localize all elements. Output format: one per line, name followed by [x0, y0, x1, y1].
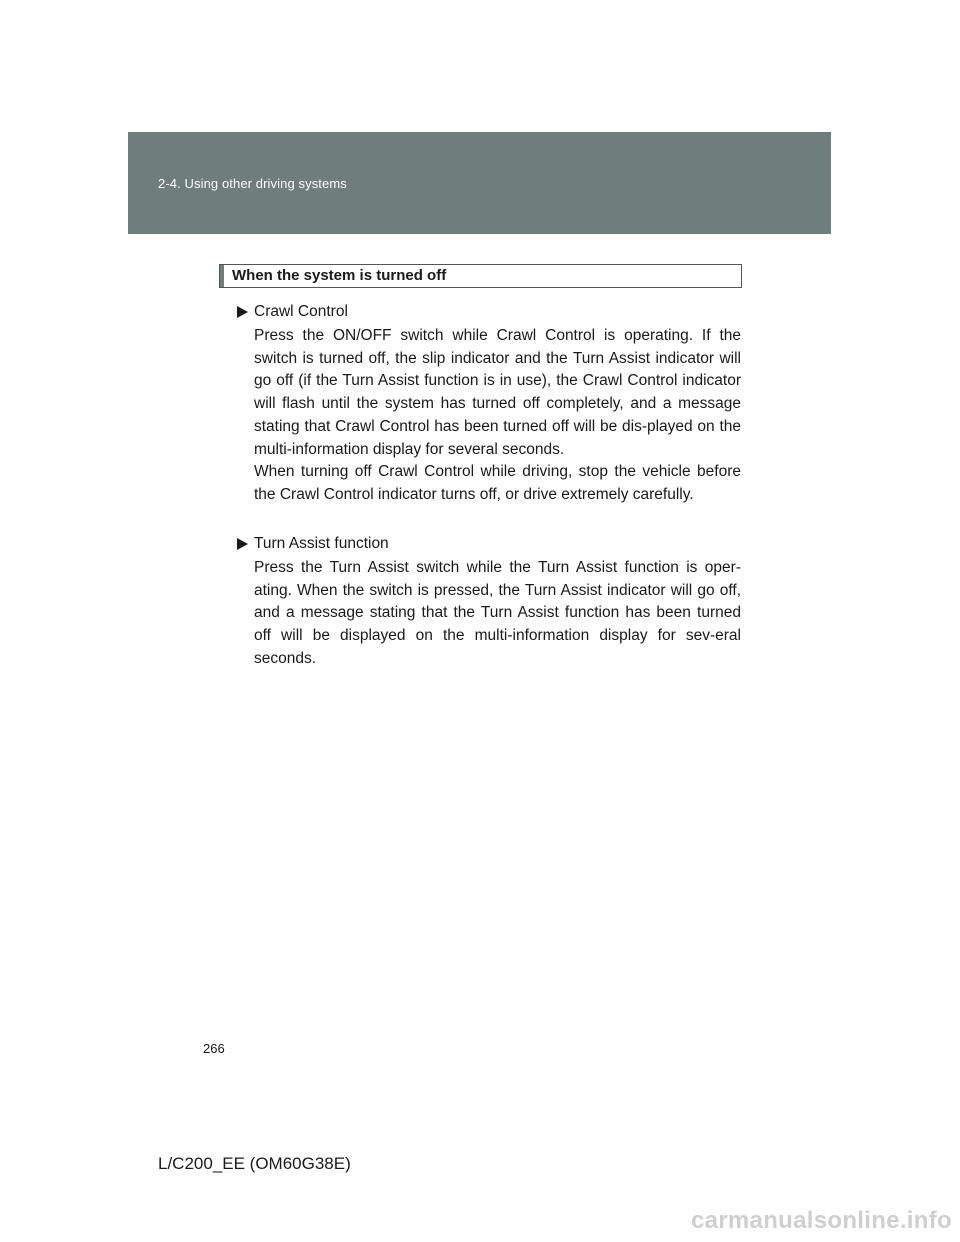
chapter-section-title: 2-4. Using other driving systems	[158, 176, 347, 191]
watermark-text: carmanualsonline.info	[690, 1207, 952, 1234]
chapter-header-band	[128, 132, 831, 234]
section-heading-box	[219, 264, 742, 288]
footer-model-code: L/C200_EE (OM60G38E)	[158, 1154, 351, 1173]
paragraph: Press the Turn Assist switch while the Turn Assist function is oper-ating. When the switch is pressed, the Turn Assist indicator will go off, and a message stating that the Turn Assist function has been turned off will be displayed on the multi-information display for sev-eral seconds.	[254, 559, 741, 667]
list-item-label: Crawl Control	[254, 303, 348, 320]
paragraph: Press the ON/OFF switch while Crawl Control is operating. If the switch is turned off, the slip indicator and the Turn Assist indicator will go off (if the Turn Assist function is in use), the Crawl Control indicator will flash until the system has turned off completely, and a message stating that Crawl Control has been turned off will be dis-played on the multi-information display for several seconds.	[254, 327, 741, 458]
bullet-arrow-icon	[237, 306, 248, 318]
section-heading-accent-bar	[220, 265, 224, 287]
bullet-arrow-icon	[237, 538, 248, 550]
list-item-crawl-control	[235, 301, 741, 507]
paragraph: When turning off Crawl Control while driving, stop the vehicle before the Crawl Control indicator turns off, or drive extremely carefully.	[254, 463, 741, 503]
page-number: 266	[203, 1041, 225, 1056]
list-item-label: Turn Assist function	[254, 535, 389, 552]
list-item-turn-assist	[235, 533, 741, 671]
list-item-header	[235, 533, 741, 555]
list-item-header	[235, 301, 741, 323]
section-heading-title: When the system is turned off	[232, 267, 447, 284]
